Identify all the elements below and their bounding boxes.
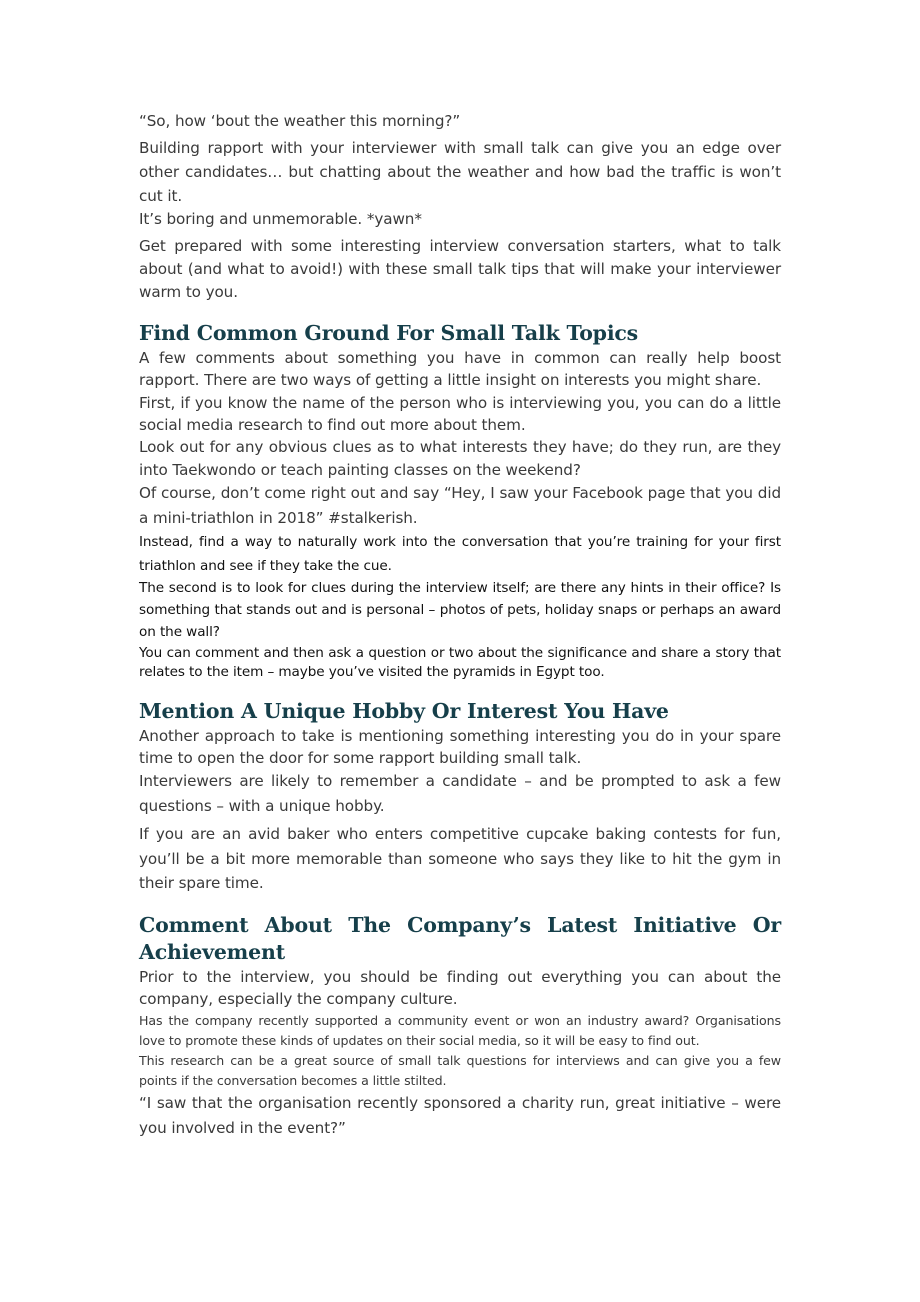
intro-paragraph: It’s boring and unmemorable. *yawn* <box>139 210 422 229</box>
section-paragraph: Instead, find a way to naturally work into the conversation that you’re training for your first triathlon and see if they take the cue. <box>139 534 781 575</box>
intro-paragraph: Building rapport with your interviewer with small talk can give you an edge over other candidates… but chatting about the weather and how bad the traffic is won’t cut it. <box>139 139 781 206</box>
section-paragraph: Has the company recently supported a community event or won an industry award? Organisations love to promote these kinds of updates on their social media, so it will be easy to find out. <box>139 1012 781 1048</box>
intro-quote: “So, how ‘bout the weather this morning?” <box>139 112 461 130</box>
closing-quote: “I saw that the organisation recently sponsored a charity run, great initiative – were you involved in the event?” <box>139 1093 781 1137</box>
section-heading: Find Common Ground For Small Talk Topics <box>139 320 639 345</box>
intro-paragraph: Get prepared with some interesting interview conversation starters, what to talk about (and what to avoid!) with these small talk tips that will make your interviewer warm to you. <box>139 236 781 301</box>
section-paragraph: You can comment and then ask a question or two about the significance and share a story that relates to the item – maybe you’ve visited the pyramids in Egypt too. <box>139 644 781 680</box>
section-paragraph: Prior to the interview, you should be finding out everything you can about the company, especially the company culture. <box>139 967 781 1009</box>
section-paragraph: This research can be a great source of small talk questions for interviews and can give you a few points if the conversation becomes a little stilted. <box>139 1052 781 1088</box>
section-paragraph: Interviewers are likely to remember a candidate – and be prompted to ask a few questions – with a unique hobby. <box>139 772 781 815</box>
section-paragraph: Look out for any obvious clues as to what interests they have; do they run, are they into Taekwondo or teach painting classes on the weekend? <box>139 438 781 479</box>
document-page <box>139 110 781 1141</box>
section-heading: Comment About The Company’s Latest Initiative Or Achievement <box>139 912 781 964</box>
section-paragraph: A few comments about something you have in common can really help boost rapport. There are two ways of getting a little insight on interests you might share. <box>139 348 781 390</box>
section-paragraph: Another approach to take is mentioning something interesting you do in your spare time to open the door for some rapport building small talk. <box>139 726 781 768</box>
section-paragraph: First, if you know the name of the person who is interviewing you, you can do a little social media research to find out more about them. <box>139 393 781 435</box>
section-heading: Mention A Unique Hobby Or Interest You Have <box>139 698 669 723</box>
section-paragraph: The second is to look for clues during the interview itself; are there any hints in their office? Is something that stands out and is personal – photos of pets, holiday snaps or perhaps an award on the wall? <box>139 580 781 640</box>
section-paragraph: Of course, don’t come right out and say “Hey, I saw your Facebook page that you did a mini-triathlon in 2018” #stalkerish. <box>139 484 781 527</box>
section-paragraph: If you are an avid baker who enters competitive cupcake baking contests for fun, you’ll be a bit more memorable than someone who says they like to hit the gym in their spare time. <box>139 825 781 893</box>
